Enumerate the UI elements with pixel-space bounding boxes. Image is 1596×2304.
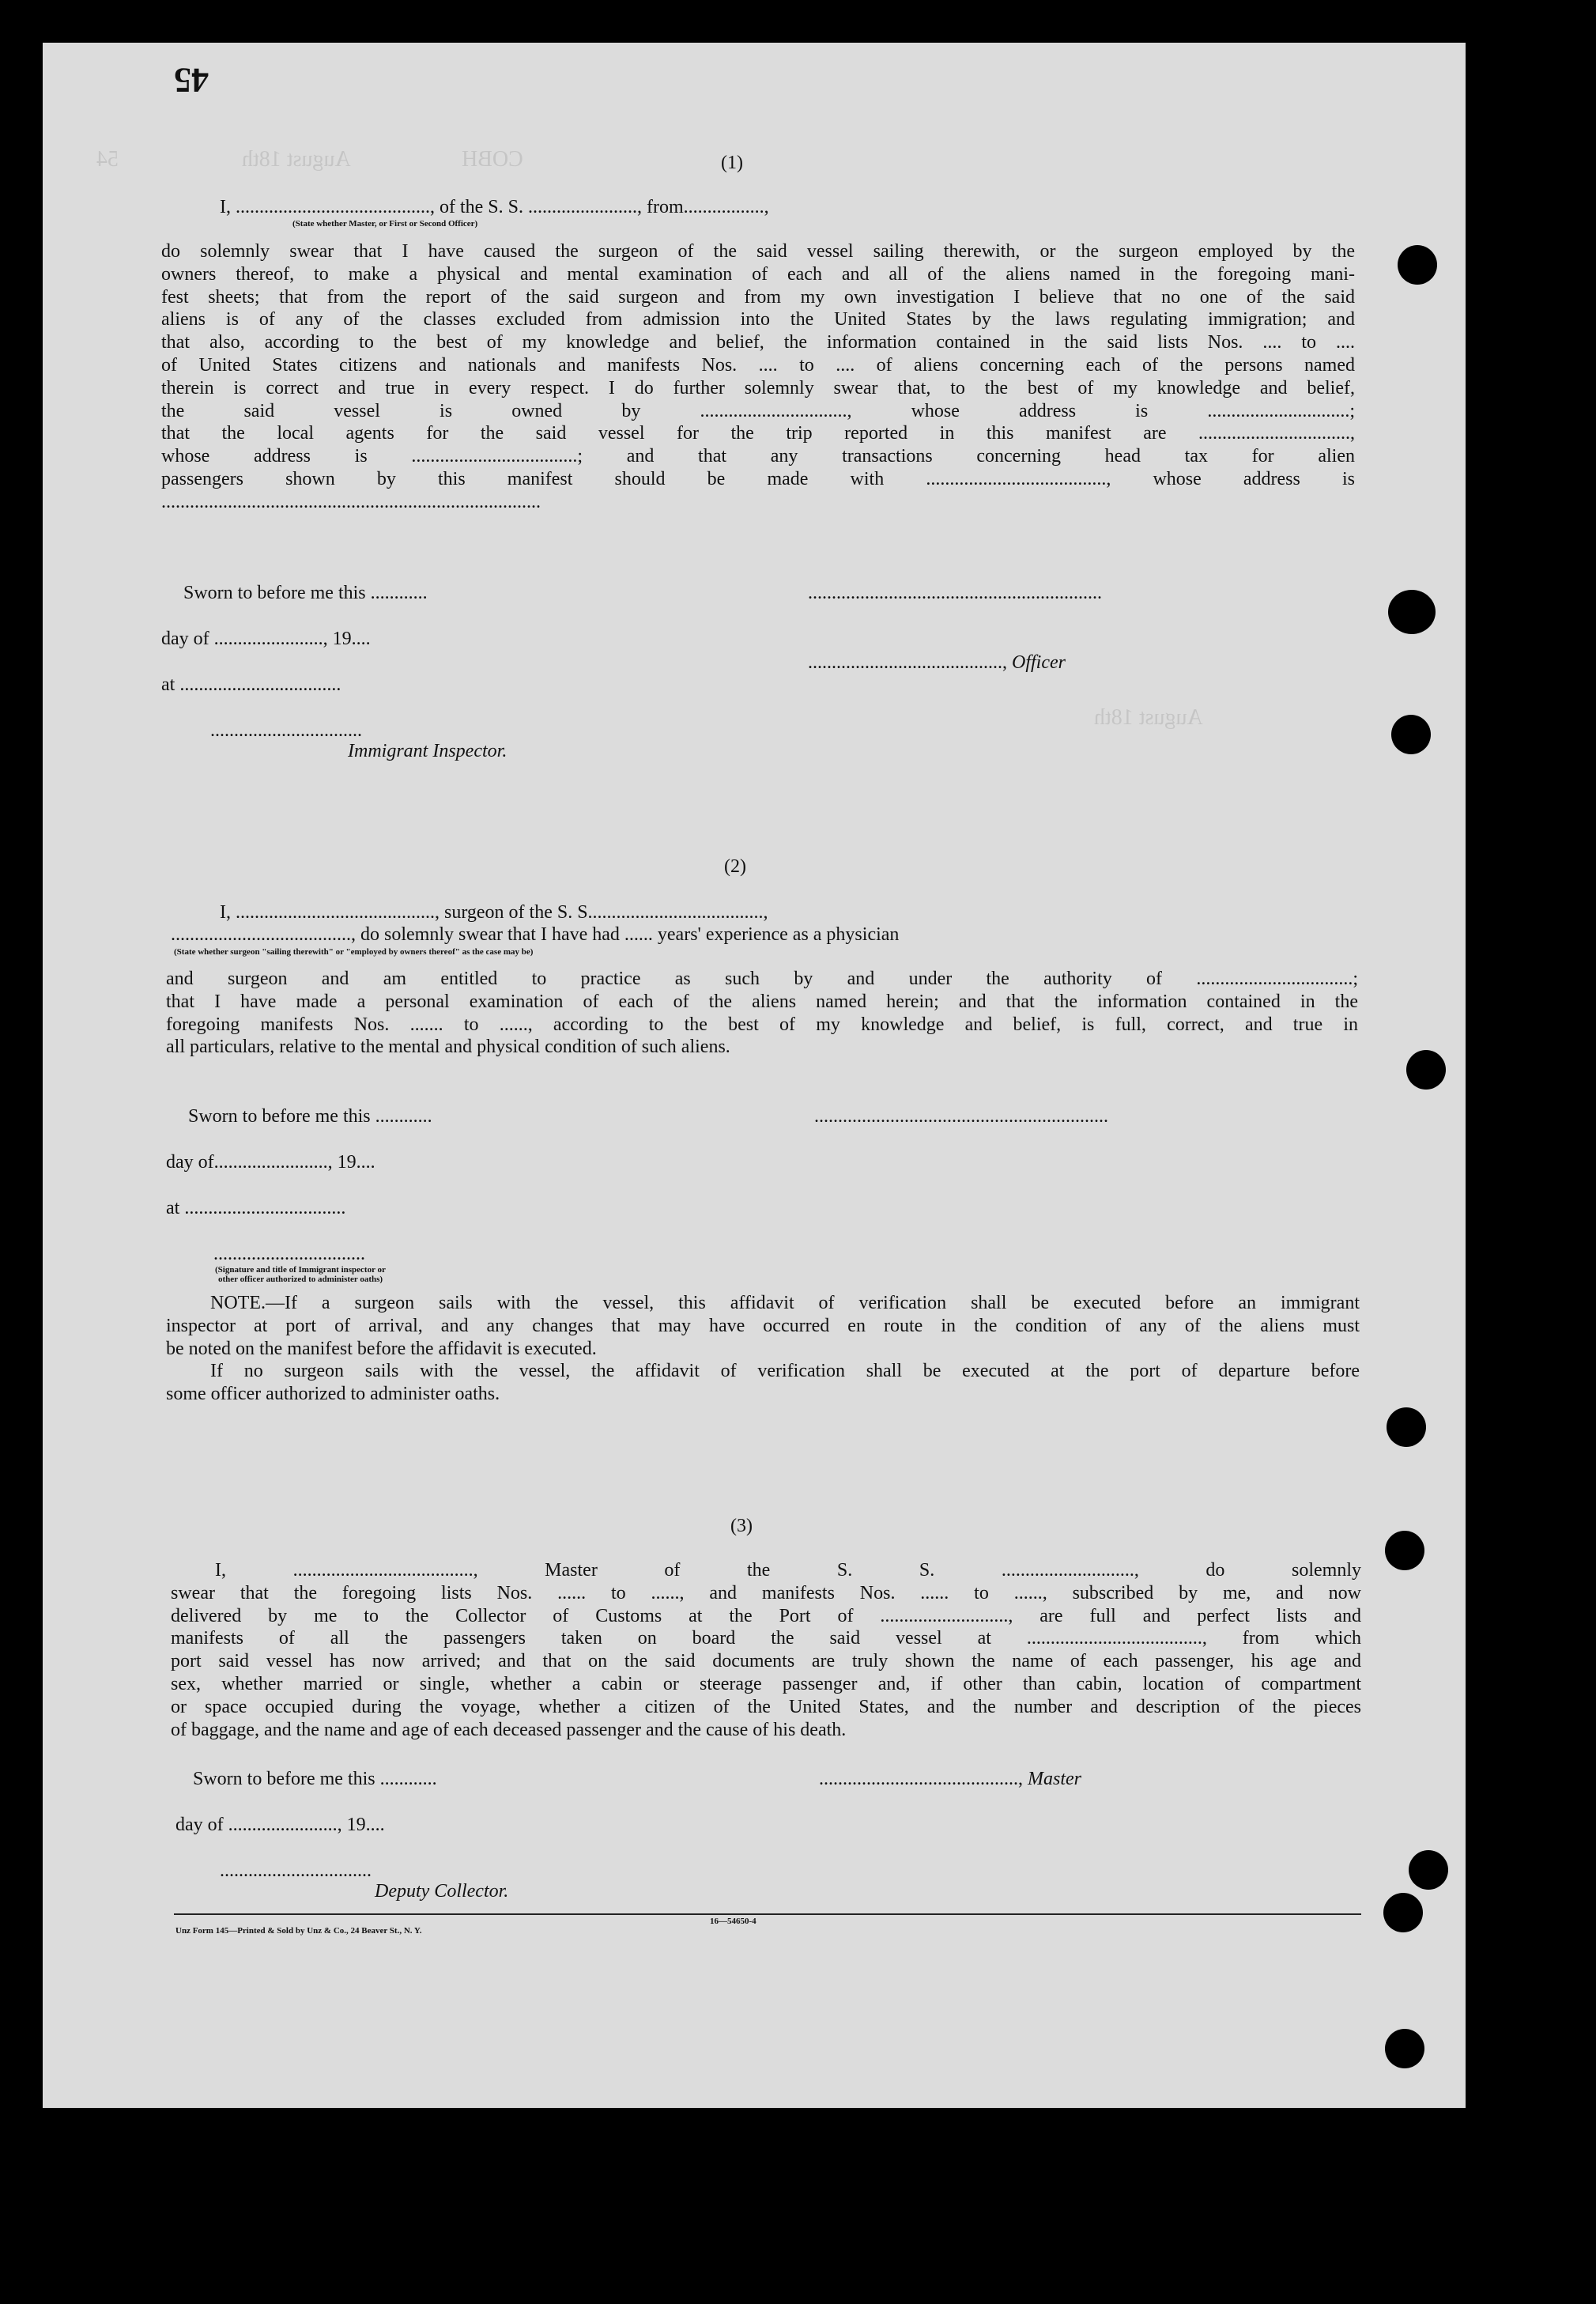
note-line: inspector at port of arrival, and any changes that may have occurred en route in the condition of any of the aliens must: [166, 1315, 1360, 1336]
signature-caption-1: (Signature and title of Immigrant inspector or: [215, 1265, 386, 1275]
section-2-opening: I, .........................................., surgeon of the S. S.....................................,: [220, 902, 768, 923]
punch-hole: [1387, 1407, 1426, 1447]
officer-signature-line: [808, 652, 1066, 674]
master-label: Master: [1028, 1769, 1081, 1789]
form-code: 16—54650-4: [710, 1917, 756, 1926]
footer-printer-line: Unz Form 145—Printed & Sold by Unz & Co., 24 Beaver St., N. Y.: [175, 1926, 422, 1936]
oath-line: fest sheets; that from the report of the said surgeon and from my own investigation I believe that no one of the said: [161, 286, 1355, 308]
oath-line: delivered by me to the Collector of Customs at the Port of ..........................., are full and perfect lists and: [171, 1605, 1361, 1626]
oath-line: ................................................................................: [161, 491, 541, 512]
officer-caption: (State whether Master, or First or Second Officer): [292, 219, 478, 229]
oath-line: passengers shown by this manifest should be made with ......................................, whose address is: [161, 468, 1355, 489]
oath-line: sex, whether married or single, whether a cabin or steerage passenger and, if other than cabin, location of compartment: [171, 1673, 1361, 1694]
oath-line: that also, according to the best of my knowledge and belief, the information contained in the said lists Nos. .... to ....: [161, 332, 1355, 353]
oath-line: I, ......................................, Master of the S. S. ............................, do solemnly: [215, 1560, 1361, 1581]
note-line: be noted on the manifest before the affidavit is executed.: [166, 1338, 597, 1359]
master-signature-dots: ..........................................,: [819, 1769, 1023, 1789]
note-line: some officer authorized to administer oaths.: [166, 1383, 500, 1404]
oath-line: the said vessel is owned by ..............................., whose address is ..............................;: [161, 400, 1355, 421]
sworn-to-line: Sworn to before me this ............: [188, 1106, 432, 1127]
signature-title-dots: ................................: [213, 1244, 365, 1264]
day-of-line: day of ......................., 19....: [161, 629, 371, 649]
oath-line: or space occupied during the voyage, whether a citizen of the United States, and the number and description of the pieces: [171, 1696, 1361, 1717]
oath-line: of United States citizens and nationals and manifests Nos. .... to .... of aliens concerning each of the persons named: [161, 354, 1355, 376]
punch-hole: [1385, 2029, 1424, 2068]
section-1-oath: [161, 240, 1355, 514]
oath-line: port said vessel has now arrived; and that on the said documents are truly shown the name of each passenger, his age and: [171, 1651, 1361, 1672]
bleed-through-port: COBH: [462, 147, 523, 172]
bleed-through-number: 54: [96, 147, 119, 172]
deputy-collector-label: Deputy Collector.: [375, 1881, 509, 1902]
punch-hole: [1388, 590, 1436, 634]
officer-label: Officer: [1012, 652, 1066, 673]
at-line: at ..................................: [161, 674, 341, 695]
inspector-dots: ................................: [210, 720, 362, 741]
oath-line: foregoing manifests Nos. ....... to ......, according to the best of my knowledge and belief, is full, correct, and true in: [166, 1014, 1358, 1035]
oath-line: aliens is of any of the classes excluded from admission into the United States by the laws regulating immigration; and: [161, 309, 1355, 330]
signature-dots: ..............................................................: [808, 583, 1102, 603]
note-line: If no surgeon sails with the vessel, the affidavit of verification shall be executed at the port of departure before: [210, 1361, 1360, 1381]
section-2-number: (2): [724, 856, 746, 877]
sworn-to-line: Sworn to before me this ............: [183, 583, 428, 603]
oath-line: manifests of all the passengers taken on board the said vessel at ....................................., from which: [171, 1628, 1361, 1649]
oath-line: swear that the foregoing lists Nos. ...... to ......, and manifests Nos. ...... to ......, subscribed by me, and now: [171, 1582, 1361, 1603]
immigrant-inspector-label: Immigrant Inspector.: [348, 741, 507, 761]
oath-line: that the local agents for the said vessel for the trip reported in this manifest are ................................,: [161, 423, 1355, 444]
footer-rule: [174, 1913, 1361, 1915]
document-page: [43, 43, 1466, 2108]
punch-hole: [1391, 715, 1431, 754]
bleed-through-date-2: August 18th: [1094, 705, 1203, 730]
surgeon-caption: (State whether surgeon "sailing therewith" or "employed by owners thereof" as the case may be): [174, 947, 534, 957]
day-of-line: day of ......................., 19....: [175, 1815, 385, 1835]
section-1-number: (1): [721, 153, 743, 173]
bleed-through-date: August 18th: [242, 147, 351, 172]
at-line: at ..................................: [166, 1198, 346, 1218]
oath-line: all particulars, relative to the mental and physical condition of such aliens.: [166, 1037, 730, 1058]
oath-line: and surgeon and am entitled to practice as such by and under the authority of .................................;: [166, 969, 1358, 989]
oath-line: that I have made a personal examination of each of the aliens named herein; and that the information contained in the: [166, 991, 1358, 1012]
day-of-line: day of........................, 19....: [166, 1152, 375, 1173]
oath-line: do solemnly swear that I have caused the surgeon of the said vessel sailing therewith, or the surgeon employed by the: [161, 241, 1355, 262]
oath-line: therein is correct and true in every respect. I do further solemnly swear that, to the best of my knowledge and belief,: [161, 377, 1355, 398]
officer-signature-dots: .........................................,: [808, 652, 1007, 673]
punch-hole: [1409, 1850, 1448, 1890]
punch-hole: [1383, 1893, 1423, 1932]
punch-hole: [1406, 1050, 1446, 1090]
oath-line: owners thereof, to make a physical and mental examination of each and all of the aliens named in the foregoing mani-: [161, 263, 1355, 285]
signature-caption-2: other officer authorized to administer oaths): [218, 1275, 383, 1284]
signature-dots: ..............................................................: [814, 1106, 1108, 1127]
section-3-number: (3): [730, 1516, 753, 1536]
section-1-opening: I, ........................................., of the S. S. ......................., from.................,: [220, 197, 769, 217]
collector-dots: ................................: [220, 1860, 372, 1881]
section-2-oath: [166, 968, 1358, 1059]
punch-hole: [1385, 1531, 1424, 1570]
sworn-to-line: Sworn to before me this ............: [193, 1769, 437, 1789]
oath-line: whose address is ...................................; and that any transactions concerning head tax for alien: [161, 446, 1355, 467]
section-2-note-2: [166, 1360, 1360, 1406]
oath-line: of baggage, and the name and age of each deceased passenger and the cause of his death.: [171, 1719, 847, 1740]
note-line: NOTE.—If a surgeon sails with the vessel, this affidavit of verification shall be executed before an immigrant: [210, 1293, 1360, 1313]
section-3-oath: [171, 1559, 1361, 1741]
master-signature-line: [819, 1768, 1081, 1791]
section-2-line-2: ......................................, do solemnly swear that I have had ...... years' experience as a physician: [171, 924, 900, 945]
page-number-mark: 45: [174, 61, 209, 100]
punch-hole: [1398, 245, 1437, 285]
section-2-note: [166, 1292, 1360, 1360]
